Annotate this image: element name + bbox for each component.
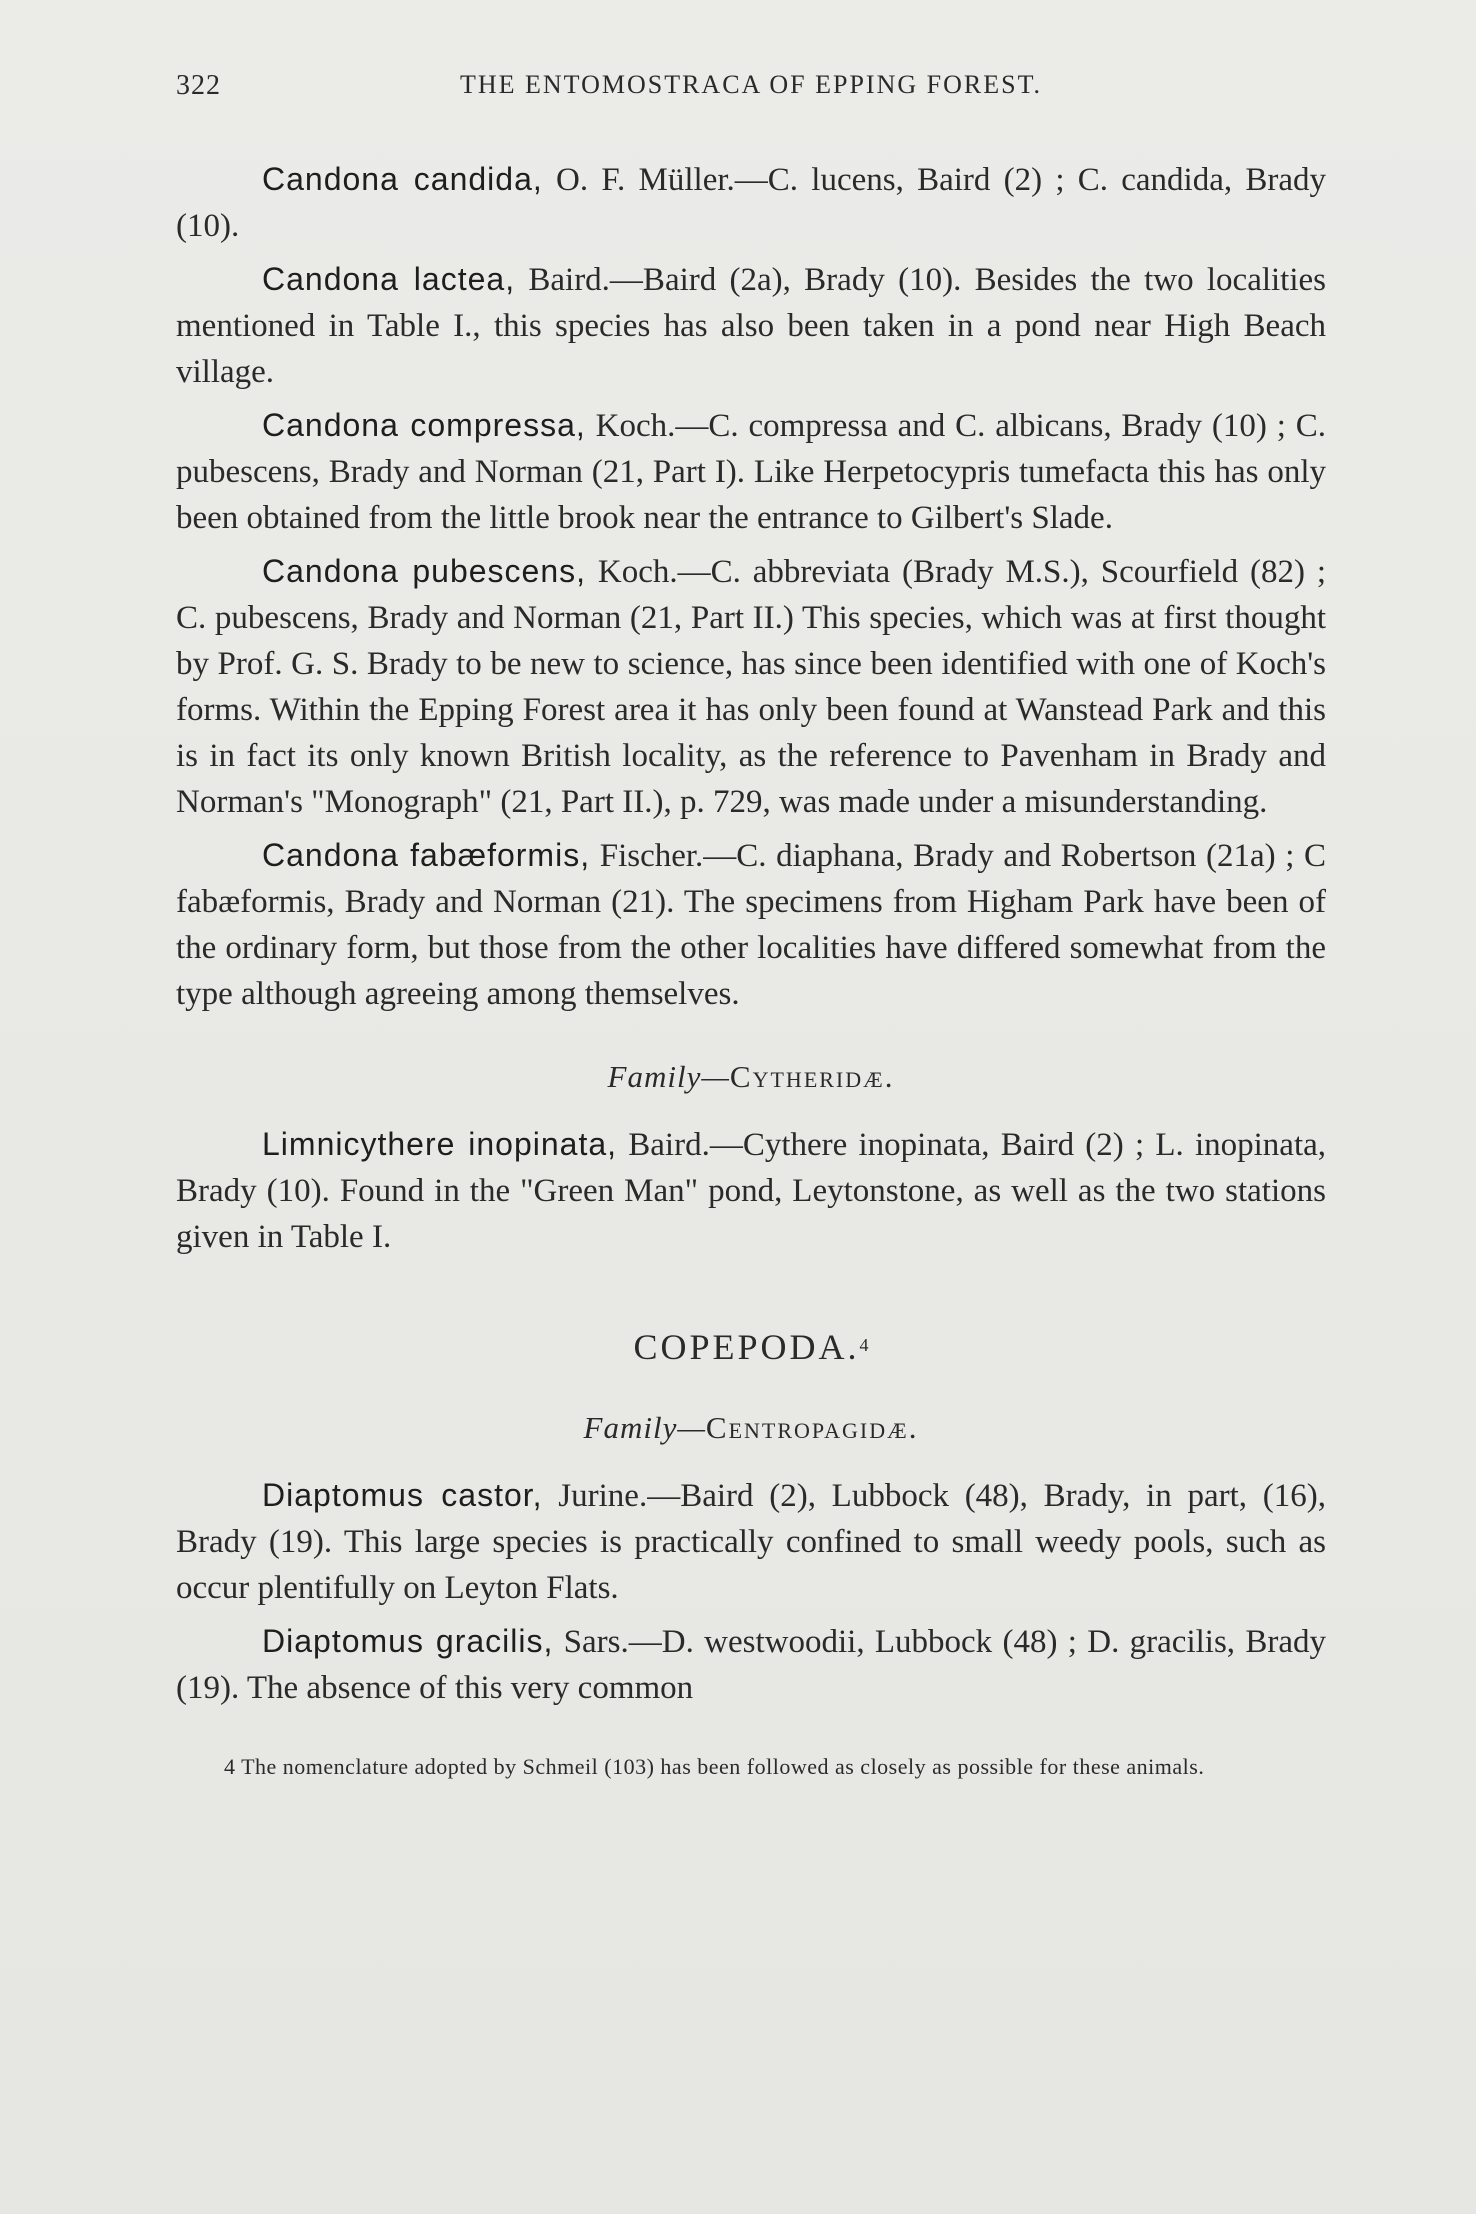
species-name: Diaptomus gracilis, [262,1623,554,1659]
species-name: Diaptomus castor, [262,1477,543,1513]
species-entry [176,832,1326,1017]
family-heading [176,1059,1326,1095]
species-name: Candona pubescens, [262,553,587,589]
species-name: Limnicythere inopinata, [262,1126,618,1162]
species-entry [176,548,1326,825]
section-title: COPEPODA. [633,1327,860,1367]
footnote-mark: 4 [859,1335,869,1355]
species-text: Jurine.—Baird (2), Lubbock (48), Brady, in part, (16), Brady (19). This large species is practically confined to small weedy pools, such as occur plentifully on Leyton Flats. [176,1478,1326,1606]
species-entry [176,1121,1326,1260]
species-name: Candona compressa, [262,407,586,443]
species-entry [176,256,1326,395]
running-title: THE ENTOMOSTRACA OF EPPING FOREST. [459,70,1043,99]
family-name: Centropagidæ. [705,1410,919,1445]
footnote: 4 The nomenclature adopted by Schmeil (103) has been followed as closely as possible for these animals. [224,1754,1205,1779]
species-text: Baird.—Cythere inopinata, Baird (2) ; L. inopinata, Brady (10). Found in the "Green Man" pond, Leytonstone, as well as the two stations given in Table I. [176,1127,1327,1255]
species-name: Candona fabæformis, [262,837,591,873]
species-text: Baird.—Baird (2a), Brady (10). Besides the two localities mentioned in Table I., this species has also been taken in a pond near High Beach village. [176,262,1327,390]
species-text: Koch.—C. abbreviata (Brady M.S.), Scourfield (82) ; C. pubescens, Brady and Norman (21, Part II.) This species, which was at first thought by Prof. G. S. Brady to be new to science, has since been identified with one of Koch's forms. Within the Epping Forest area it has only been found at Wanstead Park and this is in fact its only known British locality, as the reference to Pavenham in Brady and Norman's "Monograph" (21, Part II.), p. 729, was made under a misunderstanding. [176,554,1326,820]
species-text: Fischer.—C. diaphana, Brady and Robertson (21a) ; C fabæformis, Brady and Norman (21). The specimens from Higham Park have been of the ordinary form, but those from the other localities have differed somewhat from the type although agreeing among themselves. [176,838,1327,1012]
species-text: O. F. Müller.—C. lucens, Baird (2) ; C. candida, Brady (10). [176,162,1326,244]
family-heading [176,1410,1326,1446]
species-name: Candona lactea, [262,261,516,297]
family-prefix: Family— [583,1410,706,1445]
species-text: Koch.—C. compressa and C. albicans, Brady (10) ; C. pubescens, Brady and Norman (21, Part I). Like Herpetocypris tumefacta this has only been obtained from the little brook near the entrance to Gilbert's Slade. [176,408,1327,536]
species-entry [176,402,1326,541]
family-prefix: Family— [607,1059,730,1094]
species-text: Sars.—D. westwoodii, Lubbock (48) ; D. gracilis, Brady (19). The absence of this very common [176,1624,1326,1706]
page-number: 322 [176,70,221,101]
species-entry [176,1618,1326,1711]
family-name: Cytheridæ. [729,1059,895,1094]
page-body [176,156,1326,1782]
species-name: Candona candida, [262,161,543,197]
page-header [176,70,1326,110]
species-entry [176,1472,1326,1611]
section-heading [176,1326,1326,1368]
species-entry [176,156,1326,249]
